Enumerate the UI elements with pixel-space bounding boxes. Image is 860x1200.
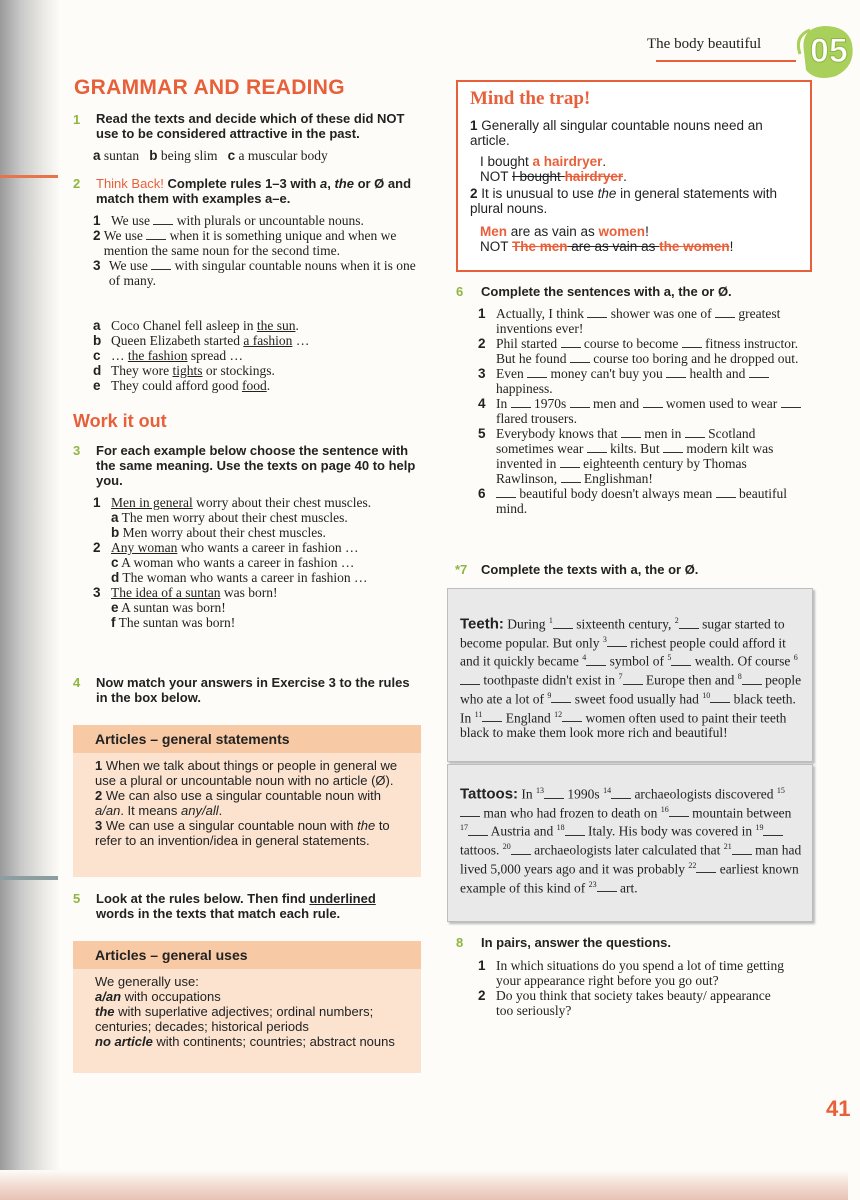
teeth-text: Teeth: During $^1$ sixteenth century, $^2$ sugar started to become popular. But only $^3$ richest people could afford it and it quickly became $^4$ symbol of $^5$ wealth. Of course $^6$ toothpaste didn't exist in $^7$ Europe then and $^8$ people who ate a lot of $^9$ sweet food usually had $^{10}$ black teeth. In $^{11}$ England $^{12}$ women often used to paint their teeth black to make them look more rich and beautiful! xyxy=(460,615,802,741)
exercise-7-instruction: Complete the texts with a, the or Ø. xyxy=(481,562,699,577)
exercise-3-instruction: For each example below choose the sentence with the same meaning. Use the texts on page 40 to help you. xyxy=(96,443,416,488)
rule-1: 1 We use with plurals or uncountable nouns. xyxy=(93,213,364,228)
box-rule-2: 2 We can also use a singular countable noun with a/an. It means any/all. xyxy=(95,788,381,818)
trap-example-1: I bought a hairdryer. xyxy=(480,154,607,169)
box-rule-1: 1 When we talk about things or people in general we use a plural or uncountable noun with no article (Ø). xyxy=(95,758,398,788)
exercise-1-instruction: Read the texts and decide which of these did NOT use to be considered attractive in the past. xyxy=(96,111,405,141)
exercise-number: *7 xyxy=(455,562,468,577)
exercise-number: 4 xyxy=(73,675,81,690)
option-e: e A suntan was born! xyxy=(111,600,226,615)
example-a: a Coco Chanel fell asleep in the sun. xyxy=(93,318,299,333)
exercise-number: 3 xyxy=(73,443,81,458)
exercise-4-instruction: Now match your answers in Exercise 3 to the rules in the box below. xyxy=(96,675,410,705)
item-2: 2 Any woman who wants a career in fashion … xyxy=(93,540,359,555)
box-body xyxy=(73,753,421,848)
page-fold-shadow xyxy=(0,0,60,1200)
exercise-number: 2 xyxy=(73,176,81,191)
box-title: Articles – general statements xyxy=(73,725,421,753)
sentence-4: 4 In 1970s men and women used to wear flared trousers. xyxy=(478,396,803,426)
option-a: a The men worry about their chest muscles. xyxy=(111,510,348,525)
section-heading: Work it out xyxy=(73,411,167,431)
item-3: 3 The idea of a suntan was born! xyxy=(93,585,278,600)
tattoos-text: Tattoos: In $^{13}$ 1990s $^{14}$ archaeologists discovered $^{15}$ man who had frozen to death on $^{16}$ mountain between $^{17}$ Austria and $^{18}$ Italy. His body was covered in $^{19}$ tattoos. $^{20}$ archaeologists later calculated that $^{21}$ man had lived 5,000 years ago and it was probably $^{22}$ earliest known example of this kind of $^{23}$ art. xyxy=(460,785,802,896)
margin-marker xyxy=(0,876,58,880)
question-1: 1 In which situations do you spend a lot of time getting your appearance right before you go out? xyxy=(478,958,784,988)
header-rule xyxy=(656,60,796,62)
page-number: 41 xyxy=(826,1096,851,1121)
example-c: c … the fashion spread … xyxy=(93,348,243,363)
trap-nonexample-2: NOT The men are as vain as the women! xyxy=(480,239,734,254)
box-rule-3: 3 We can use a singular countable noun with the to refer to an invention/idea in general statements. xyxy=(95,818,390,848)
sentence-6: 6 beautiful body doesn't always mean beautiful mind. xyxy=(478,486,787,516)
running-header: The body beautiful xyxy=(647,36,762,52)
trap-example-2: Men are as vain as women! xyxy=(480,224,649,239)
trap-title: Mind the trap! xyxy=(470,88,591,109)
section-heading: GRAMMAR AND READING xyxy=(74,76,345,99)
rules-box-general-uses xyxy=(73,941,421,1073)
item-1: 1 Men in general worry about their chest muscles. xyxy=(93,495,372,510)
exercise-number: 8 xyxy=(456,935,464,950)
exercise-number: 1 xyxy=(73,112,81,127)
exercise-3-items xyxy=(93,495,423,630)
unit-number: 05 xyxy=(810,32,848,70)
question-2: 2 Do you think that society takes beauty/ appearance too seriously? xyxy=(478,988,771,1018)
example-e: e They could afford good food. xyxy=(93,378,271,393)
option-d: d The woman who wants a career in fashion … xyxy=(111,570,368,585)
exercise-5-instruction: Look at the rules below. Then find underlined words in the texts that match each rule. xyxy=(96,891,376,921)
mind-the-trap-box xyxy=(456,80,812,272)
box-body: We generally use: a/an with occupations the with superlative adjectives; ordinal numbers; centuries; decades; historical periods no article with continents; countries; abstract nouns xyxy=(95,974,395,1049)
example-d: d They wore tights or stockings. xyxy=(93,363,275,378)
exercise-1-options: a suntan b being slim c a muscular body xyxy=(93,148,328,163)
exercise-6-sentences xyxy=(478,306,803,516)
exercise-8-questions xyxy=(478,958,788,1018)
unit-badge xyxy=(790,22,860,80)
rules-box-general-statements xyxy=(73,725,421,877)
page-bottom-edge xyxy=(0,1170,848,1200)
examples-list xyxy=(93,318,423,393)
sentence-1: 1 Actually, I think shower was one of greatest inventions ever! xyxy=(478,306,781,336)
rule-3: 3 We use with singular countable nouns when it is one of many. xyxy=(93,258,416,288)
sentence-5: 5 Everybody knows that men in Scotland sometimes wear kilts. But modern kilt was invented in eighteenth century by Thomas Rawlinson, Englishman! xyxy=(478,426,774,486)
example-b: b Queen Elizabeth started a fashion … xyxy=(93,333,310,348)
option-b: b Men worry about their chest muscles. xyxy=(111,525,326,540)
exercise-8-instruction: In pairs, answer the questions. xyxy=(481,935,671,950)
exercise-2-instruction: Think Back! Complete rules 1–3 with a, the or Ø and match them with examples a–e. xyxy=(96,176,412,206)
exercise-6-instruction: Complete the sentences with a, the or Ø. xyxy=(481,284,732,299)
text-box-teeth xyxy=(447,588,813,762)
trap-body: 1 Generally all singular countable nouns need an article. I bought a hairdryer. NOT I bought hairdryer. 2 It is unusual to use the in general statements with plural nouns. Men are as vain as women! NOT The men are as vain as the women! xyxy=(470,118,802,254)
exercise-number: 5 xyxy=(73,891,81,906)
exercise-number: 6 xyxy=(456,284,464,299)
trap-nonexample-1: NOT I bought hairdryer. xyxy=(480,169,627,184)
sentence-2: 2 Phil started course to become fitness instructor. But he found course too boring and he dropped out. xyxy=(478,336,799,366)
rule-2: 2 We use when it is something unique and when we mention the same noun for the second time. xyxy=(93,228,397,258)
rules-list xyxy=(93,213,423,288)
margin-marker xyxy=(0,175,58,178)
sentence-3: 3 Even money can't buy you health and happiness. xyxy=(478,366,803,396)
text-box-tattoos xyxy=(447,764,813,922)
option-c: c A woman who wants a career in fashion … xyxy=(111,555,355,570)
option-f: f The suntan was born! xyxy=(111,615,236,630)
box-title: Articles – general uses xyxy=(73,941,421,969)
